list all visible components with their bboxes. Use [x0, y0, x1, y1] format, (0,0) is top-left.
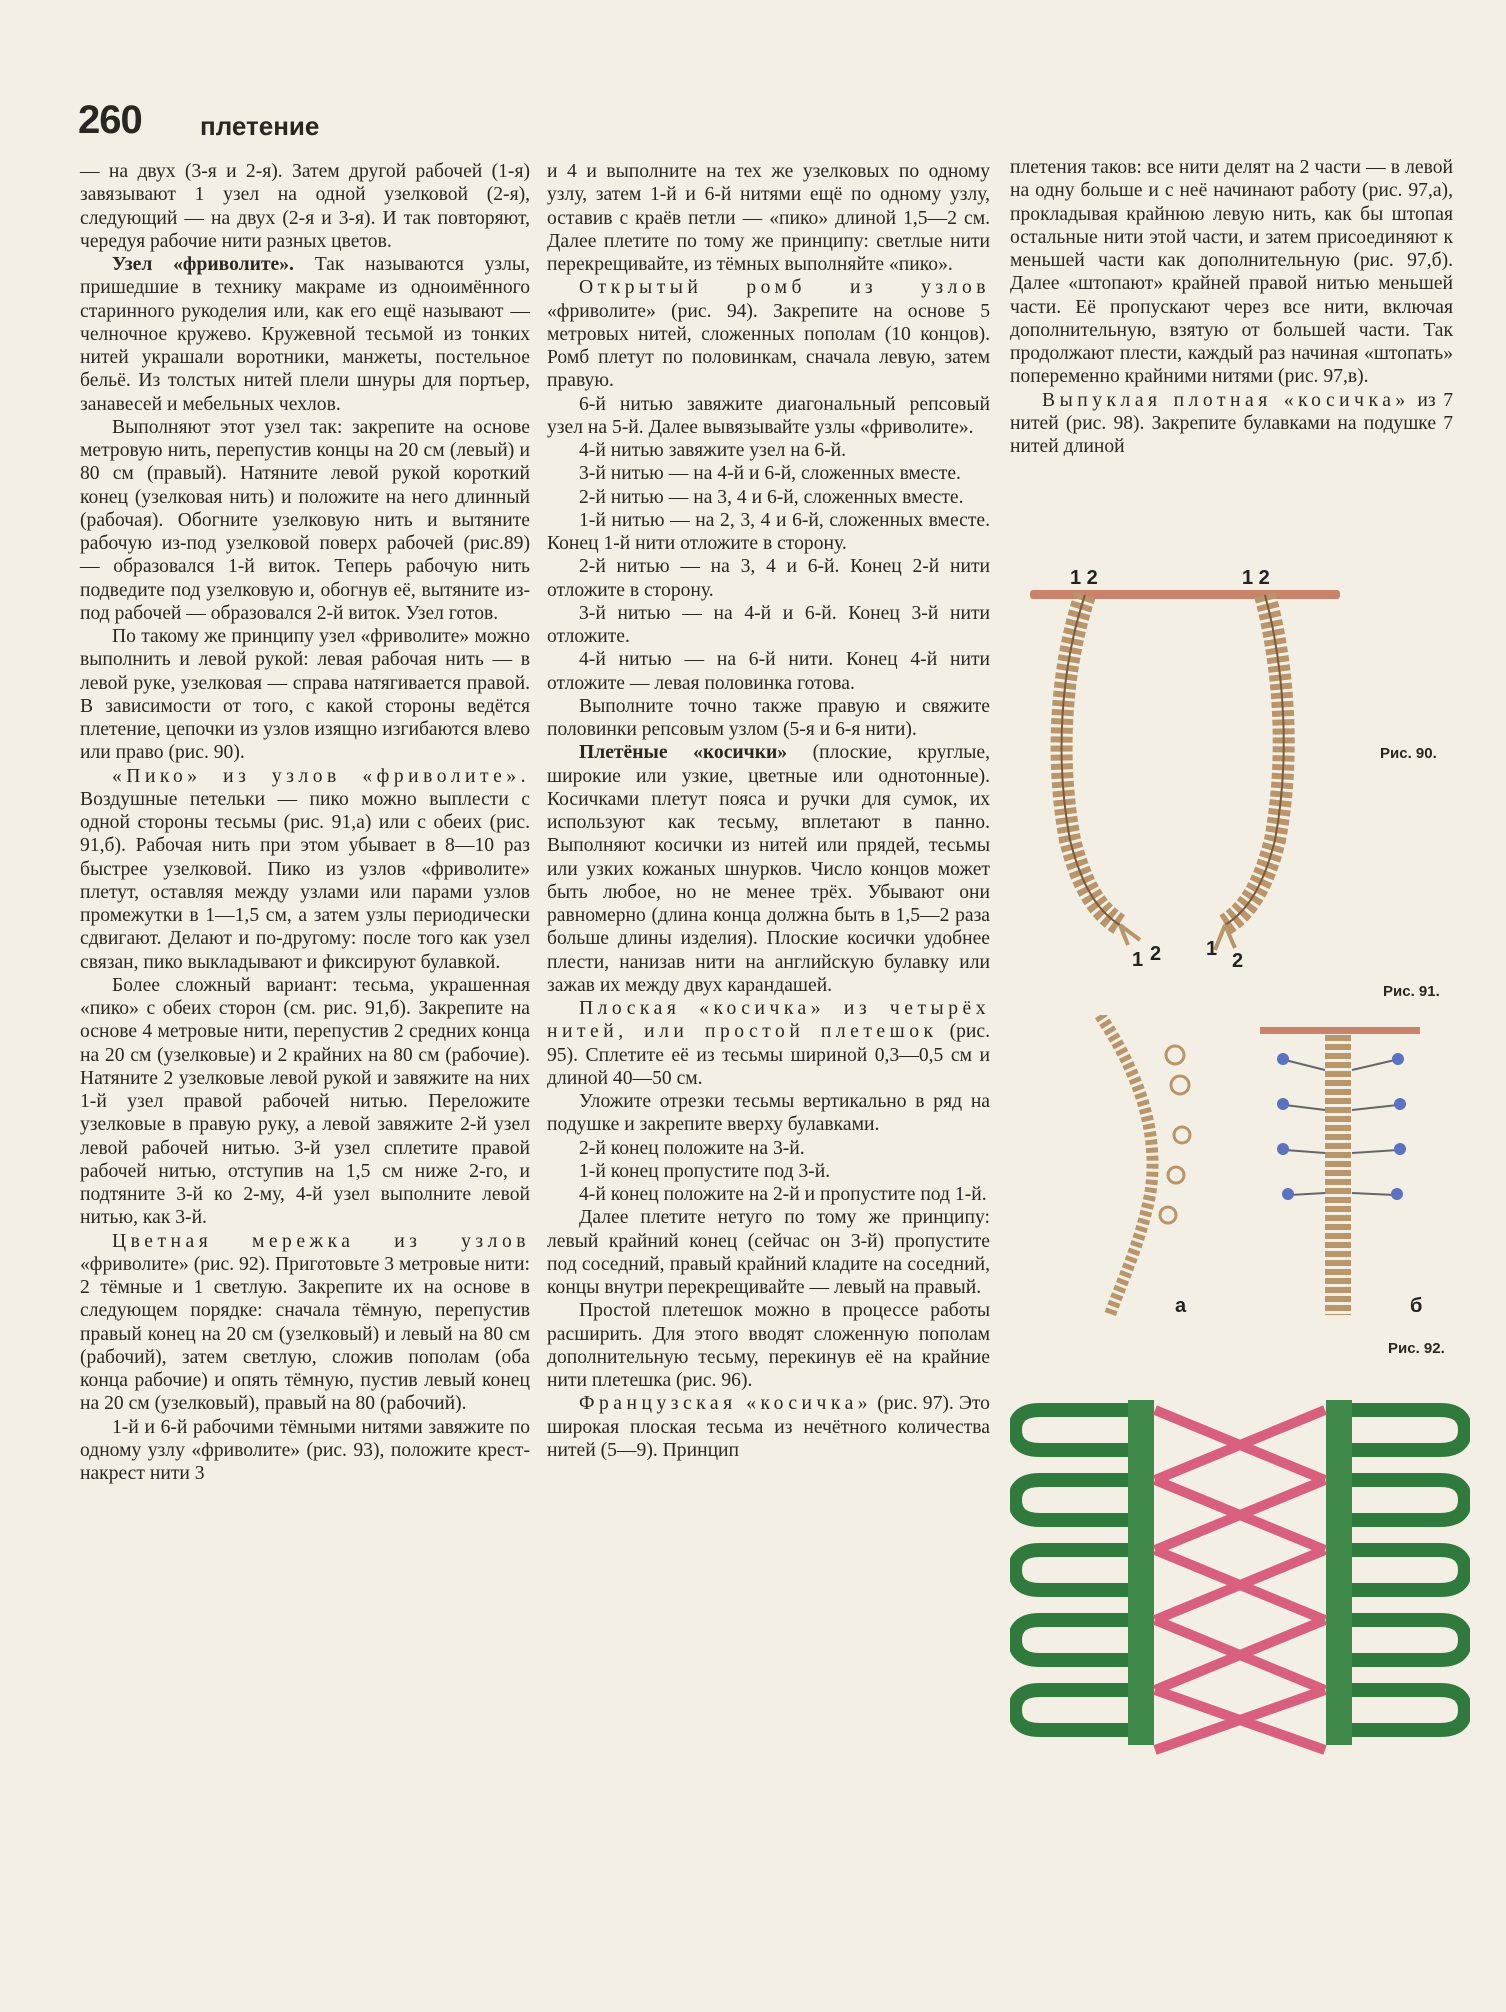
- strand-label: 1: [1132, 949, 1144, 970]
- strand-label: 1: [1206, 938, 1218, 960]
- paragraph: 6-й нитью завяжите диагональный репсовый узел на 5-й. Далее вывязывайте узлы «фриволите».: [547, 393, 990, 438]
- strand-label: 1 2: [1242, 567, 1270, 589]
- paragraph: 1-й конец пропустите под 3-й.: [579, 1160, 831, 1182]
- paragraph: Выполните точно также правую и свяжите половинки репсовым узлом (5-я и 6-я нити).: [547, 695, 990, 740]
- section-title: плетение: [200, 111, 320, 141]
- paragraph: 1-й нитью — на 2, 3, 4 и 6-й, сложенных вместе. Конец 1-й нити отложите в сторону.: [547, 509, 990, 554]
- paragraph: 4-й нитью — на 6-й нити. Конец 4-й нити отложите — левая половинка готова.: [547, 649, 990, 694]
- text-column-2: [547, 160, 990, 1462]
- paragraph-text: «фриволите» (рис. 92). Приготовьте 3 метровые нити: 2 тёмные и 1 светлую. Закрепите их на основе в следующем порядке: сначала тёмную, перепустив правый конец на 20 см (узелковый) и левый на 80 см (рабочий), затем светлую, сложив пополам (оба конца рабочие) и опять тёмную, пустив левый конец на 20 см (узелковый), правый на 80 (рабочий).: [80, 1253, 530, 1415]
- paragraph-text: «фриволите» (рис. 94). Закрепите на основе 5 метровых нитей, сложенных пополам (10 концов). Ромб плетут по половинкам, сначала левую, затем правую.: [547, 300, 990, 392]
- paragraph: [547, 741, 990, 997]
- paragraph: Выполняют этот узел так: закрепите на основе метровую нить, перепустив концы на 20 см (левый) и 80 см (правый). Натяните левой рукой короткий конец (узелковая нить) и положите на него длинный (рабочая). Обогните узелковую нить и вытяните рабочую из-под узелковой поверх рабочей (рис.89) — образовался 1-й виток. Теперь рабочую нить подведите под узелковую и, обогнув её, вытяните из-под рабочей — образовался 2-й виток. Узел готов.: [80, 416, 530, 624]
- paragraph: [80, 253, 530, 416]
- paragraph: Простой плетешок можно в процессе работы расширить. Для этого вводят сложенную пополам дополнительную тесьму, перекинув её на крайние нити плетешка (рис. 96).: [547, 1300, 990, 1391]
- spaced-heading: Цветная мережка из узлов: [112, 1230, 530, 1252]
- paragraph: 4-й нитью завяжите узел на 6-й.: [579, 440, 847, 461]
- strand-label: 2: [1150, 943, 1162, 965]
- paragraph: [80, 1230, 530, 1416]
- paragraph: По такому же принципу узел «фриволите» можно выполнить и левой рукой: левая рабочая нить — в левой руке, узелковая — справа натягивается правой. В зависимости от того, с какой стороны ведётся плетение, цепочки из узлов изящно изгибаются влево или право (рис. 90).: [80, 626, 530, 764]
- paragraph: Уложите отрезки тесьмы вертикально в ряд на подушке и закрепите вверху булавками.: [547, 1091, 990, 1136]
- paragraph-text: из 7 нитей (рис. 98). Закрепите булавками на подушке 7 нитей длиной: [1010, 389, 1453, 457]
- paragraph-text: (плоские, круглые, широкие или узкие, цветные или однотонные). Косичками плетут пояса и ручки для сумок, их используют как тесьму, вплетают в панно. Выполняют косички из нитей или прядей, тесьмы или узких кожаных шнурков. Число концов может быть любое, но не менее трёх. Убывают они равномерно (длина конца должна быть в 1,5—2 раза больше длины изделия). Плоские косички удобнее плести, нанизав нити на английскую булавку или зажав их между двух карандашей.: [547, 742, 990, 996]
- figure-92: [1010, 1390, 1470, 1780]
- paragraph: плетения таков: все нити делят на 2 части — в левой на одну больше и с неё начинают работу (рис. 97,а), прокладывая крайнюю левую нить, как бы штопая остальные нити этой части, и затем присоединяют к меньшей части как дополнительную (рис. 97,б). Далее «штопают» крайней правой нитью меньшей части. Её пропускают через все нити, включая дополнительную, взятую от большей части. Так продолжают плести, каждый раз начиная «штопать» попеременно крайними нитями (рис. 97,в).: [1010, 157, 1453, 388]
- green-loops-right: [1350, 1410, 1465, 1730]
- paragraph: 2-й нитью — на 3, 4 и 6-й. Конец 2-й нити отложите в сторону.: [547, 556, 990, 601]
- paragraph: — на двух (3-я и 2-я). Затем другой рабочей (1-я) завязывают 1 узел на одной узелковой (2-я), следующий — на двух (2-я и 3-я). И так повторяют, чередуя рабочие нити разных цветов.: [80, 161, 530, 252]
- spaced-heading: «Пико» из узлов «фриволите».: [112, 765, 530, 787]
- figure-caption: Рис. 90.: [1380, 745, 1437, 762]
- cord-ends: [1120, 925, 1140, 945]
- text-column-3: [1010, 156, 1453, 458]
- green-loops-left: [1015, 1410, 1130, 1730]
- figure-91: [1080, 1015, 1460, 1325]
- paragraph: 2-й нитью — на 3, 4 и 6-й, сложенных вместе.: [579, 486, 964, 508]
- knot-chain-left: [1062, 595, 1120, 925]
- subheading: Плетёные «косички»: [579, 742, 788, 764]
- paragraph: 2-й конец положите на 3-й.: [579, 1137, 805, 1159]
- paragraph: и 4 и выполните на тех же узелковых по одному узлу, затем 1-й и 6-й нитями ещё по одному узлу, оставив с краёв петли — «пико» длиной 1,5—2 см. Далее плетите по тому же принципу: светлые нити перекрещивайте, из тёмных выполняйте «пико».: [547, 161, 990, 275]
- paragraph-text: Воздушные петельки — пико можно выплести с одной стороны тесьмы (рис. 91,а) или с обеих (рис. 91,б). Рабочая нить при этом убывает в 8—10 раз быстрее узелковой. Пико из узлов «фриволите» плетут, оставляя между узлами или парами узлов промежутки в 1—1,5 см, а затем узлы периодически сдвигают. Делают и по-другому: после того как узел связан, пико выкладывают и фиксируют булавкой.: [80, 788, 530, 973]
- paragraph: [80, 765, 530, 974]
- rod: [1260, 1027, 1420, 1034]
- text-column-1: [80, 160, 530, 1485]
- figure-label: б: [1410, 1295, 1423, 1317]
- picot-tape-a: [1100, 1015, 1153, 1315]
- knot-column-right: [1326, 1400, 1352, 1745]
- figure-90: [1010, 560, 1380, 970]
- figure-caption: Рис. 91.: [1383, 983, 1440, 1000]
- paragraph: [547, 997, 990, 1090]
- strand-label: 2: [1232, 950, 1244, 970]
- paragraph-text: (рис. 97). Это широкая плоская тесьма из нечётного количества нитей (5—9). Принцип: [547, 1393, 990, 1461]
- subheading: Узел: [112, 254, 153, 275]
- paragraph: Более сложный вариант: тесьма, украшенная «пико» с обеих сторон (см. рис. 91,б). Закрепите на основе 4 метровые нити, перепустив 2 средних конца на 20 см (узелковые) и 2 крайних на 80 см (рабочие). Натяните 2 узелковые левой рукой и завяжите на них 1-й узел правой рабочей нитью. Переложите узелковые в правую руку, а левой завяжите 2-й узел левой рабочей нитью. 3-й узел сплетите правой рабочей нитью, отступив на 1,5 см ниже 2-го, и подтяните 3-й ко 2-му, 4-й узел выполните левой нитью, как 3-й.: [80, 974, 530, 1229]
- spaced-heading: Открытый ромб из узлов: [579, 277, 990, 299]
- spaced-heading: Выпуклая плотная «косичка»: [1042, 389, 1410, 411]
- paragraph: 1-й и 6-й рабочими тёмными нитями завяжите по одному узлу «фриволите» (рис. 93), положите крест-накрест нити 3: [80, 1416, 530, 1484]
- figure-caption: Рис. 92.: [1388, 1340, 1445, 1357]
- paragraph: 4-й конец положите на 2-й и пропустите под 1-й.: [579, 1184, 987, 1205]
- spaced-heading: Французская «косичка»: [579, 1393, 873, 1415]
- page-number: 260: [78, 98, 142, 142]
- paragraph-text: Так называются узлы, пришедшие в технику макраме из одноимённого старинного рукоделия или, как его ещё называют — челночное кружево. Кружевной тесьмой из тонких нитей украшали воротники, манжеты, постельное бельё. Из толстых нитей плели шнуры для портьер, занавесей и мебельных чехлов.: [80, 254, 530, 415]
- subheading: «фриволите».: [173, 254, 294, 275]
- knot-column-left: [1128, 1400, 1154, 1745]
- picot-loops-a: [1160, 1046, 1190, 1223]
- strand-label: 1 2: [1070, 567, 1098, 589]
- spaced-heading: Плоская «косичка» из четырёх нитей, или простой плетешок: [547, 998, 990, 1043]
- paragraph: [547, 276, 990, 392]
- paragraph: [1010, 389, 1453, 459]
- paragraph: Далее плетите нетуго по тому же принципу: левый крайний конец (сейчас он 3-й) пропустите под соседний, правый крайний кладите на соседний, концы внутри перекрещивайте — левый на правый.: [547, 1207, 990, 1298]
- pink-crossings: [1155, 1410, 1325, 1750]
- paragraph-text: (рис. 95). Сплетите её из тесьмы шириной 0,3—0,5 см и длиной 40—50 см.: [547, 1021, 990, 1089]
- paragraph: [547, 1392, 990, 1462]
- paragraph: 3-й нитью — на 4-й и 6-й. Конец 3-й нити отложите.: [547, 602, 990, 647]
- figure-label: а: [1175, 1295, 1187, 1317]
- paragraph: 3-й нитью — на 4-й и 6-й, сложенных вместе.: [579, 463, 961, 485]
